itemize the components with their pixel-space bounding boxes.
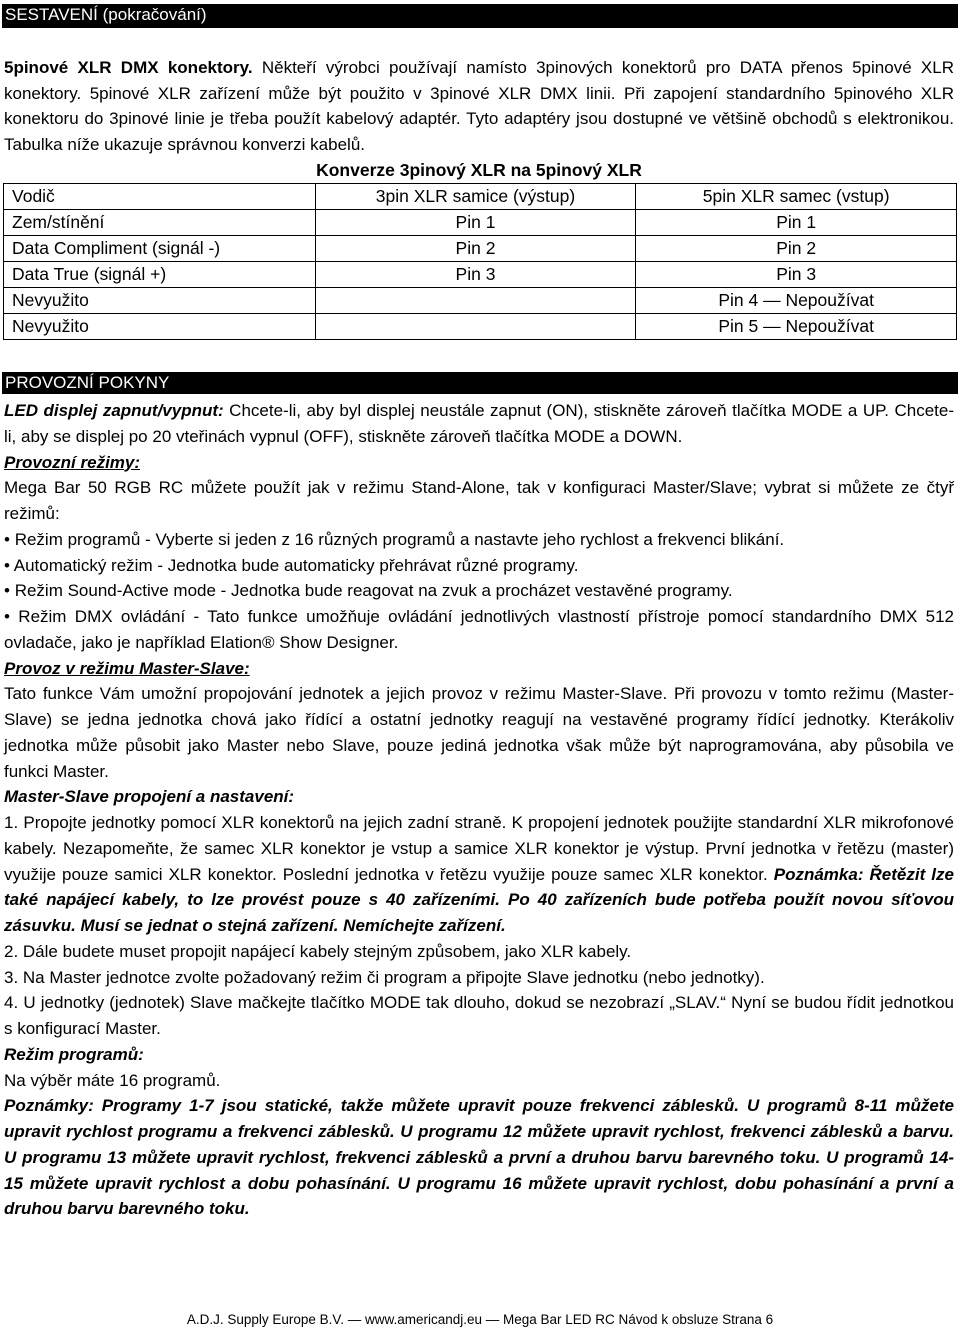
table-cell: Pin 5 — Nepoužívat bbox=[636, 314, 957, 340]
modes-heading bbox=[4, 450, 954, 476]
table-cell: Pin 1 bbox=[636, 210, 957, 236]
header-cell: Vodič bbox=[4, 184, 316, 210]
table-cell: Data Compliment (signál -) bbox=[4, 236, 316, 262]
table-cell bbox=[315, 314, 636, 340]
section-heading-operation: PROVOZNÍ POKYNY bbox=[2, 372, 958, 394]
setup-step-1-text: 1. Propojte jednotky pomocí XLR konektorů na jejich zadní straně. K propojení jednotek použijte standardní XLR mikrofonové kabely. Nezapomeňte, že samec XLR konektor je vstup a samice XLR konektor je výstup. První jednotka v řetězu (master) využije pouze samici XLR konektor. Poslední jednotka v řetězu využije pouze samec XLR konektor. bbox=[4, 813, 954, 884]
table-cell: Zem/stínění bbox=[4, 210, 316, 236]
table-row bbox=[4, 314, 957, 340]
operation-body bbox=[4, 398, 954, 1222]
table-title: Konverze 3pinový XLR na 5pinový XLR bbox=[316, 160, 642, 180]
program-mode-heading bbox=[4, 1042, 954, 1068]
table-header-row bbox=[4, 184, 957, 210]
table-cell bbox=[315, 288, 636, 314]
setup-step-4: 4. U jednotky (jednotek) Slave mačkejte tlačítko MODE tak dlouho, dokud se nezobrazí „SLAV.“ Nyní se budou řídit jednotkou s konfigurací Master. bbox=[4, 993, 954, 1038]
list-item-text: Režim programů - Vyberte si jeden z 16 různých programů a nastavte jeho rychlost a frekvenci blikání. bbox=[14, 529, 785, 549]
modes-intro: Mega Bar 50 RGB RC můžete použít jak v režimu Stand-Alone, tak v konfiguraci Master/Slave; vybrat si můžete ze čtyř režimů: bbox=[4, 478, 954, 523]
intro-paragraph bbox=[4, 55, 954, 157]
list-item: • Režim Sound-Active mode - Jednotka bude reagovat na zvuk a procházet vestavěné programy. bbox=[4, 581, 733, 601]
table-row bbox=[4, 210, 957, 236]
table-cell: Pin 3 bbox=[636, 262, 957, 288]
master-slave-heading-text: Provoz v režimu Master-Slave: bbox=[4, 658, 250, 678]
table-row bbox=[4, 236, 957, 262]
intro-text: Někteří výrobci používají namísto 3pinových konektorů pro DATA přenos 5pinové XLR konektory. 5pinové XLR zařízení může být použito v 3pinové XLR DMX linii. Při zapojení standardního 5pinového XLR konektoru do 3pinové linie je třeba použít kabelový adaptér. Tyto adaptéry jsou dostupné ve většině obchodů s elektronikou. Tabulka níže ukazuje správnou konverzi kabelů. bbox=[4, 58, 954, 154]
table-row bbox=[4, 262, 957, 288]
list-item: • Režim programů - Vyberte si jeden z 16 různých programů a nastavte jeho rychlost a frekvenci blikání. bbox=[4, 529, 785, 549]
setup-step-2: 2. Dále budete muset propojit napájecí kabely stejným způsobem, jako XLR kabely. bbox=[4, 941, 632, 961]
header-cell: 3pin XLR samice (výstup) bbox=[315, 184, 636, 210]
setup-heading-text: Master-Slave propojení a nastavení: bbox=[4, 787, 295, 807]
setup-step-3: 3. Na Master jednotce zvolte požadovaný režim či program a připojte Slave jednotku (nebo jednotky). bbox=[4, 967, 765, 987]
led-label: LED displej zapnut/vypnut: bbox=[4, 401, 224, 420]
program-mode-notes bbox=[4, 1093, 954, 1222]
header-cell: 5pin XLR samec (vstup) bbox=[636, 184, 957, 210]
list-item: • Režim DMX ovládání - Tato funkce umožňuje ovládání jednotlivých vlastností přístroje pomocí standardního DMX 512 ovladače, jako je například Elation® Show Designer. bbox=[4, 607, 954, 652]
table-cell: Pin 2 bbox=[315, 236, 636, 262]
table-cell: Pin 1 bbox=[315, 210, 636, 236]
list-item-text: Režim Sound-Active mode - Jednotka bude reagovat na zvuk a procházet vestavěné programy. bbox=[14, 581, 733, 601]
table-cell: Data True (signál +) bbox=[4, 262, 316, 288]
setup-step-1-note: Poznámka: Řetězit lze také napájecí kabely, to lze provést pouze s 40 zařízeními. Po 40 zařízeních bude potřeba použít novou síťovou zásuvku. Musí se jednat o stejná zařízení. Nemíchejte zařízení. bbox=[4, 864, 954, 935]
list-item: • Automatický režim - Jednotka bude automaticky přehrávat různé programy. bbox=[4, 555, 579, 575]
program-mode-text: Na výběr máte 16 programů. bbox=[4, 1070, 221, 1090]
modes-heading-text: Provozní režimy: bbox=[4, 452, 141, 472]
table-cell: Pin 2 bbox=[636, 236, 957, 262]
section-heading-assembly: SESTAVENÍ (pokračování) bbox=[2, 4, 958, 28]
table-cell: Pin 4 — Nepoužívat bbox=[636, 288, 957, 314]
led-text: Chcete-li, aby byl displej neustále zapnut (ON), stiskněte zároveň tlačítka MODE a UP. Chcete-li, aby se displej po 20 vteřinách vypnul (OFF), stiskněte zároveň tlačítka MODE a DOWN. bbox=[4, 401, 955, 446]
conversion-table bbox=[3, 183, 957, 340]
table-cell: Pin 3 bbox=[315, 262, 636, 288]
list-item-text: Automatický režim - Jednotka bude automaticky přehrávat různé programy. bbox=[13, 555, 579, 575]
master-slave-text: Tato funkce Vám umožní propojování jednotek a jejich provoz v režimu Master-Slave. Při provozu v tomto režimu (Master-Slave) se jedna jednotka chová jako řídící a ostatní jednotky reagují na vestavěné programy řídící jednotky. Kterákoliv jednotka může působit jako Master nebo Slave, pouze jediná jednotka však může být naprogramována, aby působila ve funkci Master. bbox=[4, 684, 954, 781]
master-slave-heading bbox=[4, 656, 954, 682]
page-footer: A.D.J. Supply Europe B.V. — www.americandj.eu — Mega Bar LED RC Návod k obsluze Strana 6 bbox=[186, 1312, 774, 1327]
intro-lead: 5pinové XLR DMX konektory. bbox=[4, 58, 253, 77]
list-item-text: Režim DMX ovládání - Tato funkce umožňuje ovládání jednotlivých vlastností přístroje pomocí standardního DMX 512 ovladače, jako je například Elation® Show Designer. bbox=[4, 607, 954, 652]
table-cell: Nevyužito bbox=[4, 314, 316, 340]
setup-step-1 bbox=[4, 810, 954, 939]
program-mode-notes-text: Poznámky: Programy 1-7 jsou statické, takže můžete upravit pouze frekvenci záblesků. U programů 8-11 můžete upravit rychlost programu a frekvenci záblesků. U programu 12 můžete upravit rychlost, frekvenci záblesků a barvu. U programu 13 můžete upravit rychlost, frekvenci záblesků a první a druhou barvu barevného toku. U programů 14-15 můžete upravit rychlost a dobu pohasínání. U programu 16 můžete upravit rychlost, dobu pohasínání a první a druhou barvu barevného toku. bbox=[4, 1096, 954, 1219]
table-row bbox=[4, 288, 957, 314]
led-paragraph bbox=[4, 398, 954, 450]
program-mode-heading-text: Režim programů: bbox=[4, 1044, 144, 1064]
table-cell: Nevyužito bbox=[4, 288, 316, 314]
setup-heading bbox=[4, 784, 954, 810]
